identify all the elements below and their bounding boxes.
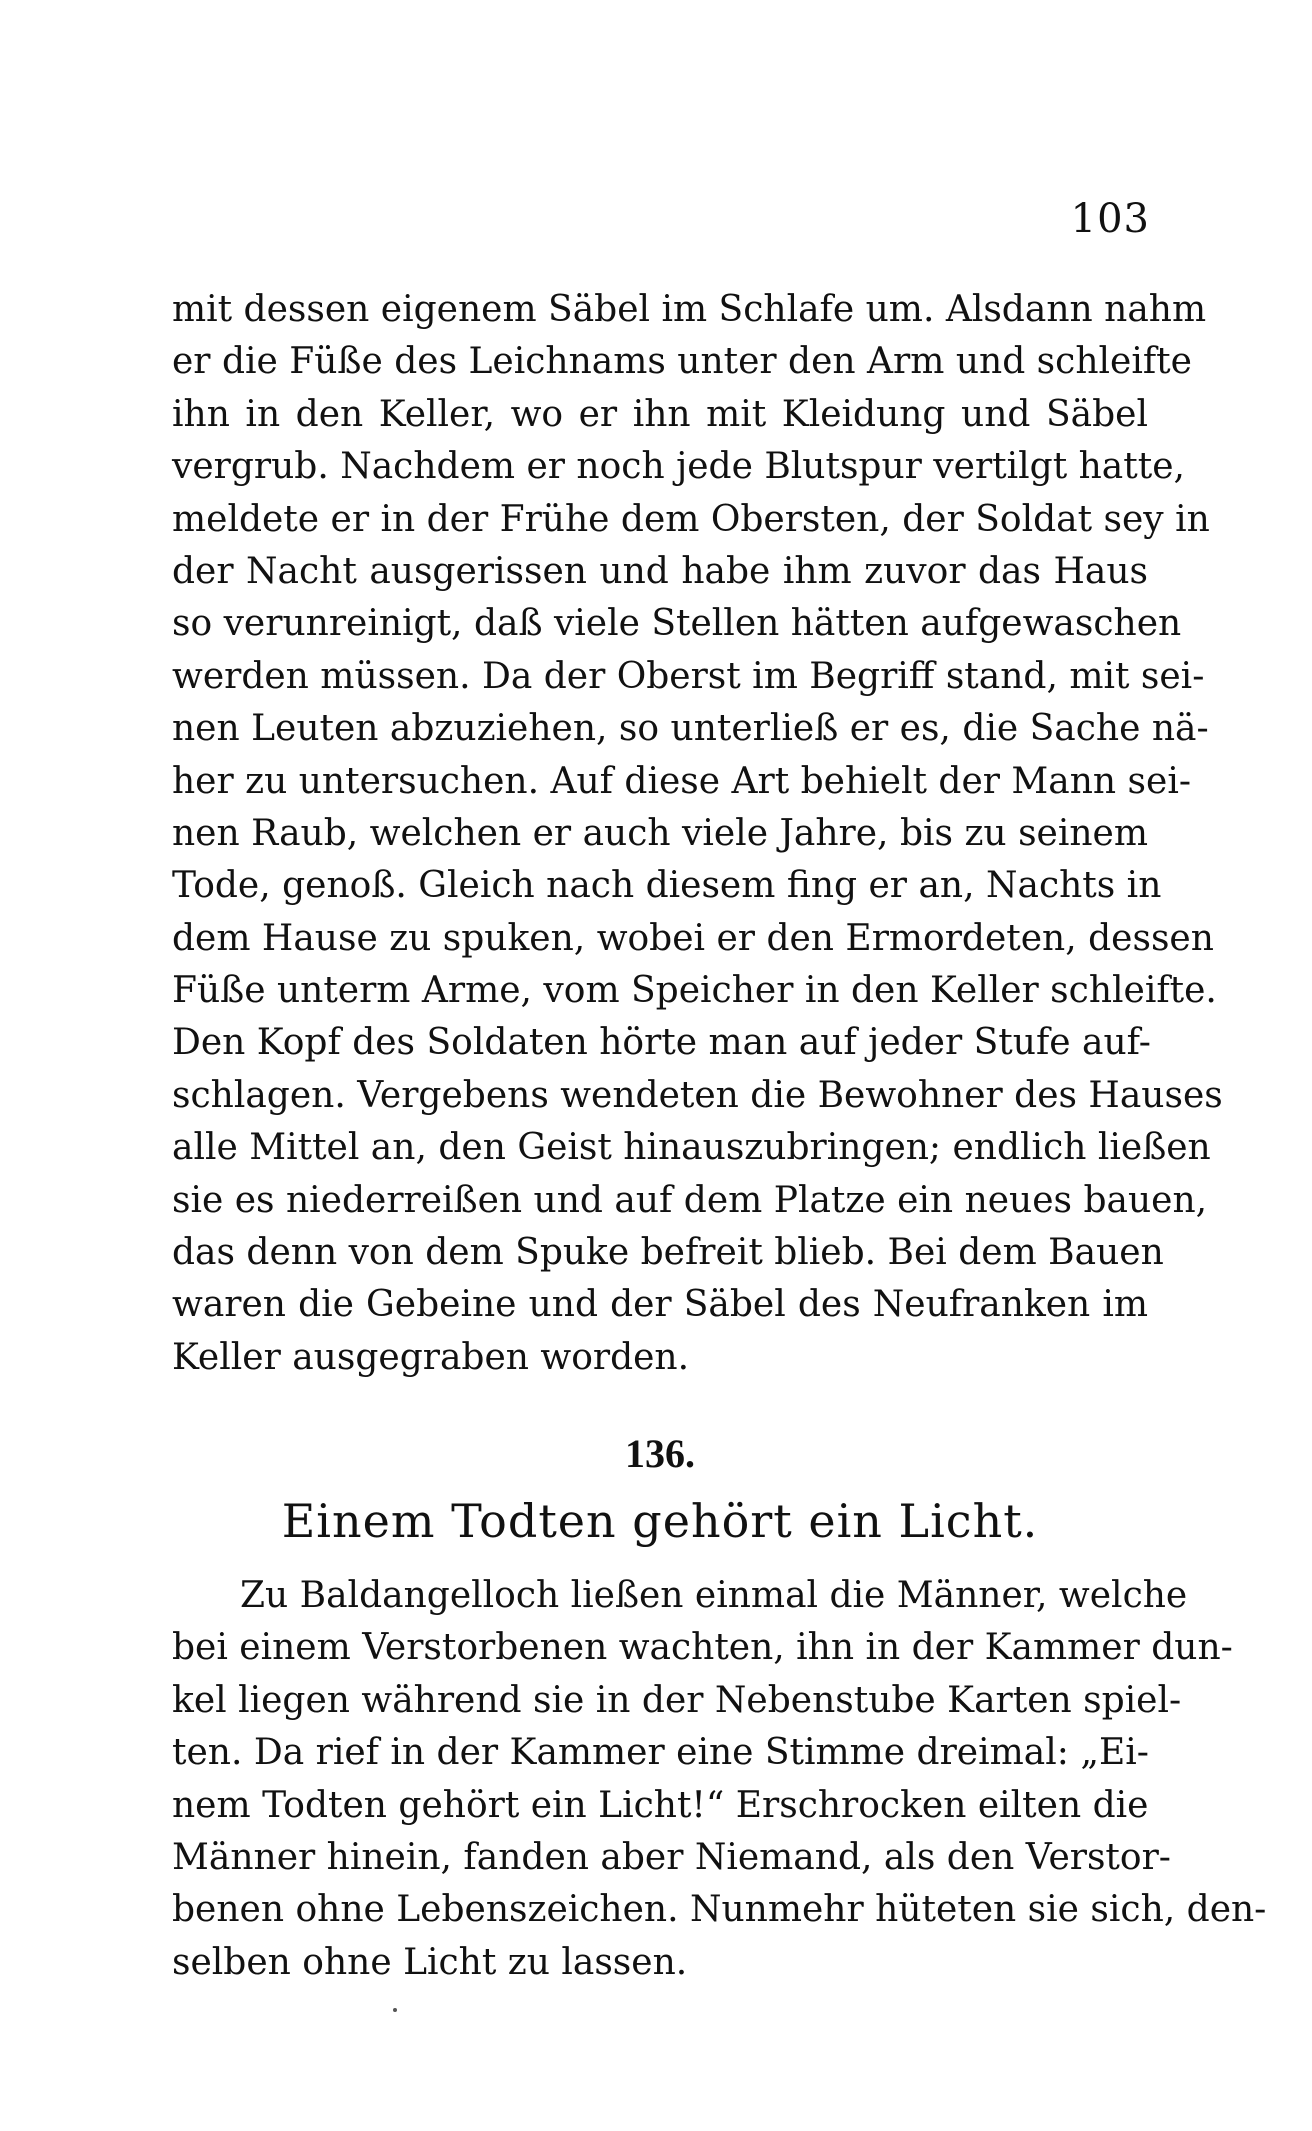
text-line: vergrub. Nachdem er noch jede Blutspur vertilgt hatte, [172, 446, 1185, 488]
section-number: 136. [625, 1431, 695, 1476]
text-line: werden müssen. Da der Oberst im Begriff stand, mit sei- [172, 655, 1205, 697]
text-line: so verunreinigt, daß viele Stellen hätten aufgewaschen [172, 603, 1182, 645]
text-line: Füße unterm Arme, vom Speicher in den Keller schleifte. [172, 970, 1217, 1012]
text-line: Tode, genoß. Gleich nach diesem fing er an, Nachts in [172, 865, 1162, 907]
text-line: nen Leuten abzuziehen, so unterließ er es, die Sache nä- [172, 708, 1209, 750]
text-line: Den Kopf des Soldaten hörte man auf jeder Stufe auf- [172, 1022, 1151, 1064]
paragraph-story [172, 1570, 1267, 1989]
text-line: Zu Baldangelloch ließen einmal die Männer, welche [240, 1575, 1188, 1616]
text-line: er die Füße des Leichnams unter den Arm und schleifte [172, 341, 1192, 383]
text-line: dem Hause zu spuken, wobei er den Ermordeten, dessen [172, 917, 1214, 959]
section-title: Einem Todten gehört ein Licht. [281, 1494, 1039, 1548]
text-line: mit dessen eigenem Säbel im Schlafe um. Alsdann nahm [172, 289, 1207, 330]
text-line: meldete er in der Frühe dem Obersten, der Soldat sey in [172, 498, 1210, 540]
paragraph-continued [172, 284, 1223, 1384]
text-line: bei einem Verstorbenen wachten, ihn in der Kammer dun- [172, 1627, 1233, 1669]
text-line: ihn in den Keller, wo er ihn mit Kleidung und Säbel [172, 393, 1148, 435]
text-line: alle Mittel an, den Geist hinauszubringen; endlich ließen [172, 1127, 1211, 1169]
print-speck [393, 2008, 397, 2012]
text-line: kel liegen während sie in der Nebenstube Karten spiel- [172, 1679, 1182, 1721]
text-line: der Nacht ausgerissen und habe ihm zuvor das Haus [172, 550, 1148, 592]
text-line: Keller ausgegraben worden. [172, 1336, 690, 1378]
text-line: nen Raub, welchen er auch viele Jahre, bis zu seinem [172, 812, 1148, 854]
text-line: sie es niederreißen und auf dem Platze ein neues bauen, [172, 1179, 1208, 1221]
text-line: waren die Gebeine und der Säbel des Neufranken im [172, 1284, 1148, 1326]
page-number: 103 [1070, 196, 1150, 242]
text-line: nem Todten gehört ein Licht!“ Erschrocken eilten die [172, 1784, 1149, 1826]
text-line: selben ohne Licht zu lassen. [172, 1941, 688, 1983]
text-line: schlagen. Vergebens wendeten die Bewohner des Hauses [172, 1074, 1223, 1116]
text-line: her zu untersuchen. Auf diese Art behielt der Mann sei- [172, 760, 1192, 802]
text-line: ten. Da rief in der Kammer eine Stimme dreimal: „Ei- [172, 1732, 1149, 1774]
text-line: benen ohne Lebenszeichen. Nunmehr hüteten sie sich, den- [172, 1889, 1267, 1931]
text-line: das denn von dem Spuke befreit blieb. Bei dem Bauen [172, 1232, 1164, 1274]
text-line: Männer hinein, fanden aber Niemand, als den Verstor- [172, 1836, 1171, 1878]
